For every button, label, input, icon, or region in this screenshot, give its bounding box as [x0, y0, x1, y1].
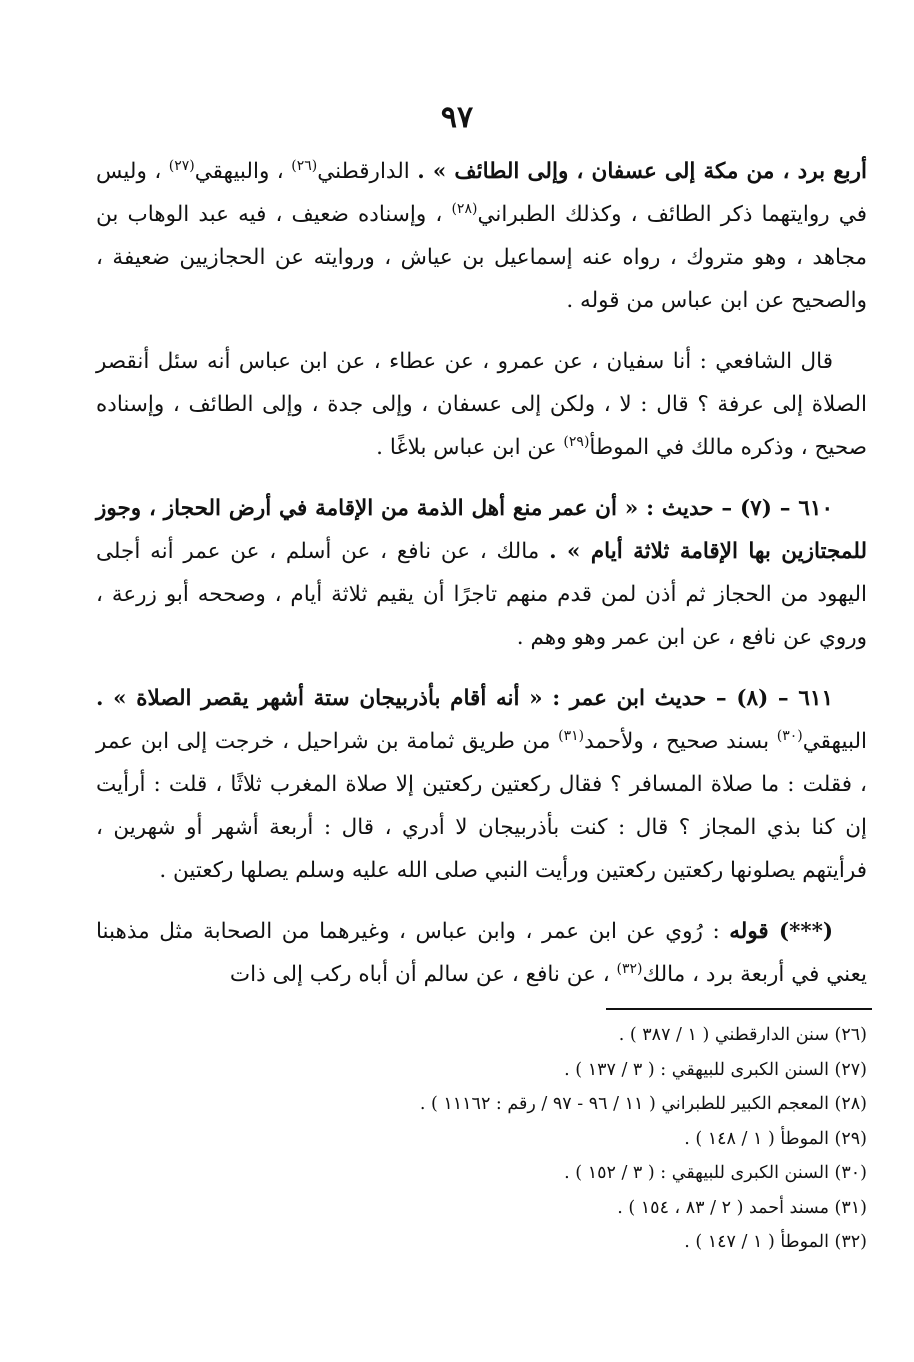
footnote-ref: (٢٨) — [451, 200, 478, 217]
footnote-30: (٣٠) السنن الكبرى للبيهقي : ( ٣ / ١٥٢ ) . — [564, 1163, 867, 1183]
footnote-27: (٢٧) السنن الكبرى للبيهقي : ( ٣ / ١٣٧ ) . — [564, 1059, 867, 1080]
footnote-divider — [606, 1008, 872, 1010]
paragraph-text: مالك ، عن نافع ، عن أسلم ، عن عمر أنه أجلى اليهود من الحجاز ثم أذن لمن قدم منهم تاجرًا أن يقيم ثلاثة أيام ، وصححه أبو زرعة ، وروي عن نافع ، عن ابن عمر وهو وهم . — [96, 539, 867, 650]
paragraph-text: ، وإسناده ضعيف ، فيه عبد الوهاب بن مجاهد ، وهو متروك ، رواه عنه إسماعيل بن عياش ، وروايته عن الحجازيين ضعيفة ، والصحيح عن ابن عباس من قوله . — [96, 202, 867, 313]
qawluhu-label: (***) قوله — [729, 919, 833, 944]
page-number: ٩٧ — [440, 100, 474, 135]
hadith-611 — [96, 677, 867, 892]
hadith-610 — [96, 487, 867, 659]
footnote-ref: (٣٠) — [776, 727, 803, 744]
hadith-heading: ٦١١ – (٨) – حديث ابن عمر : « أنه أقام بأذربيجان ستة أشهر يقصر الصلاة » . — [96, 686, 833, 711]
footnote-28: (٢٨) المعجم الكبير للطبراني ( ١١ / ٩٦ - ٩٧ / رقم : ١١١٦٢ ) . — [419, 1094, 867, 1114]
paragraph-text: : رُوي عن ابن عمر ، وابن عباس ، وغيرهما من الصحابة مثل مذهبنا يعني في أربعة برد ، مالك — [96, 919, 867, 987]
paragraph-text: بسند صحيح ، ولأحمد — [584, 729, 777, 754]
footnote-32: (٣٢) الموطأ ( ١ / ١٤٧ ) . — [684, 1232, 867, 1252]
paragraph-text: من طريق ثمامة بن شراحيل ، خرجت إلى ابن عمر ، فقلت : ما صلاة المسافر ؟ فقال ركعتين ركعتين إلا صلاة المغرب ثلاثًا ، قلت : أرأيت إن كنا بذي المجاز ؟ قال : كنت بأذربيجان لا أدري ، قال : أربعة أشهر أو شهرين ، فرأيتهم يصلونها ركعتين ركعتين ورأيت النبي صلى الله عليه وسلم يصلها ركعتين . — [96, 729, 867, 883]
footnote-26: (٢٦) سنن الدارقطني ( ١ / ٣٨٧ ) . — [618, 1025, 867, 1045]
footnote-ref: (٢٩) — [563, 433, 590, 450]
paragraph-1 — [96, 150, 867, 322]
footnote-29: (٢٩) الموطأ ( ١ / ١٤٨ ) . — [684, 1128, 867, 1149]
footnote-ref: (٣٢) — [616, 960, 643, 977]
footnote-ref: (٣١) — [558, 727, 585, 744]
footnotes — [96, 1018, 867, 1260]
main-text — [96, 150, 867, 1014]
paragraph-text: البيهقي — [802, 729, 867, 754]
footnote-ref: (٢٧) — [168, 157, 195, 174]
paragraph-2 — [96, 340, 867, 469]
paragraph-text: ، وليس في روايتهما ذكر الطائف ، وكذلك الطبراني — [96, 159, 867, 227]
paragraph-qawluhu — [96, 910, 867, 996]
paragraph-text: ، والبيهقي — [194, 159, 292, 184]
paragraph-text: ، عن نافع ، عن سالم أن أباه ركب إلى ذات — [229, 962, 617, 987]
hadith-heading: ٦١٠ – (٧) – حديث : « أن عمر منع أهل الذمة من الإقامة في أرض الحجاز ، وجوز للمجتازين بها الإقامة ثلاثة أيام » . — [96, 496, 867, 564]
paragraph-text: الدارقطني — [317, 159, 418, 184]
footnote-31: (٣١) مسند أحمد ( ٢ / ٨٣ ، ١٥٤ ) . — [617, 1197, 867, 1218]
footnote-ref: (٢٦) — [291, 157, 318, 174]
paragraph-text: قال الشافعي : أنا سفيان ، عن عمرو ، عن عطاء ، عن ابن عباس أنه سئل أنقصر الصلاة إلى عرفة ؟ قال : لا ، ولكن إلى عسفان ، وإلى جدة ، وإلى الطائف ، وإسناده صحيح ، وذكره مالك في الموطأ — [96, 349, 867, 460]
paragraph-text: عن ابن عباس بلاغًا . — [376, 435, 564, 460]
hadith-text-bold: أربع برد ، من مكة إلى عسفان ، وإلى الطائف » . — [417, 159, 867, 184]
